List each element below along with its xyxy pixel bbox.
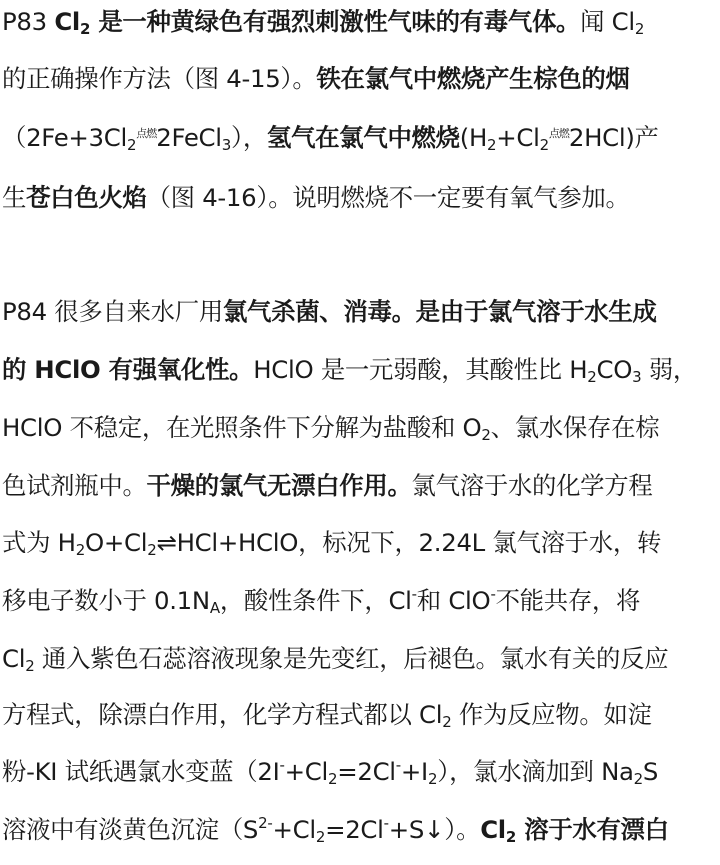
subscript: 2 (634, 20, 645, 38)
subscript: 2 (75, 541, 85, 559)
subscript: 2 (481, 426, 491, 444)
text-run: Cl (480, 815, 506, 844)
text-run: 、氯水保存在棕 (490, 413, 660, 442)
text-run: 粉-KI 试纸遇氯水变蓝（2I (2, 757, 280, 786)
text-run: 通入紫色石蕊溶液现象是先变红，后褪色。氯水有关的反应 (34, 644, 669, 673)
text-run: Cl (54, 7, 80, 36)
subscript: 3 (632, 368, 642, 386)
text-run: （2Fe+3Cl (2, 123, 127, 152)
p84-line (0, 693, 720, 737)
subscript: 2 (147, 541, 157, 559)
text-run: ，酸性条件下，Cl (219, 586, 412, 615)
text-run: +S↓）。 (388, 815, 481, 844)
p84-line (0, 637, 720, 681)
subscript: 2 (427, 770, 438, 788)
superscript: - (395, 756, 401, 774)
p84-line (0, 750, 720, 794)
text-run: 移电子数小于 0.1N (2, 586, 210, 615)
text-run: =2Cl (337, 757, 396, 786)
text-run: S (642, 757, 659, 786)
subscript: 2 (25, 657, 35, 675)
subscript: 2 (587, 368, 597, 386)
text-run: (H (459, 123, 487, 152)
reaction-condition: 点燃 (136, 127, 157, 140)
text-run: HClO 不稳定，在光照条件下分解为盐酸和 O (2, 413, 482, 442)
text-run: 作为反应物。如淀 (451, 700, 652, 729)
text-run: +I (400, 757, 428, 786)
p84-line (0, 348, 720, 392)
text-run: 溶液中有淡黄色沉淀（S (2, 815, 259, 844)
subscript: 2 (633, 770, 643, 788)
text-run: 2FeCl (156, 123, 222, 152)
text-run: ），氯水滴加到 Na (437, 757, 634, 786)
text-run: 铁在氯气中燃烧产生棕色的烟 (316, 64, 630, 93)
text-run: =2Cl (325, 815, 384, 844)
p84-line (0, 579, 720, 623)
text-run: 干燥的氯气无漂白作用。 (146, 471, 412, 500)
p84-line (0, 406, 720, 450)
text-run: HClO 是一元弱酸，其酸性比 H (253, 355, 588, 384)
text-run: ⇌HCl+HClO，标况下，2.24L 氯气溶于水，转 (156, 528, 662, 557)
text-run: 氯气杀菌、消毒。是由于氯气溶于水生成 (222, 297, 657, 326)
text-run: 氯气溶于水的化学方程 (411, 471, 653, 500)
subscript: 2 (487, 136, 497, 154)
text-run: 溶于水有漂白 (516, 815, 669, 844)
text-run: 是一种黄绿色有强烈刺激性气味的有毒气体。 (90, 7, 581, 36)
subscript: 2 (505, 828, 516, 846)
p84-line (0, 521, 720, 565)
subscript: 2 (126, 136, 137, 154)
text-run: P84 很多自来水厂用 (2, 297, 223, 326)
text-run: ）， (231, 123, 267, 152)
text-run: +Cl (284, 757, 328, 786)
superscript: - (411, 585, 417, 603)
text-run: 方程式，除漂白作用，化学方程式都以 Cl (2, 700, 443, 729)
text-run: 式为 H (2, 528, 76, 557)
text-run: 色试剂瓶中。 (2, 471, 147, 500)
p83-line (0, 176, 720, 220)
text-run: 2HCl)产 (568, 123, 659, 152)
p83-line (0, 0, 720, 44)
text-run: 氢气在氯气中燃烧 (267, 123, 460, 152)
text-run: 生 (2, 183, 27, 212)
p83-line (0, 116, 720, 160)
text-run: 弱， (641, 355, 698, 384)
subscript: 2 (327, 770, 338, 788)
subscript: 2 (315, 828, 326, 846)
superscript: 2- (258, 814, 273, 832)
subscript: A (209, 599, 220, 617)
text-run: 和 ClO (416, 586, 491, 615)
p84-line (0, 290, 720, 334)
subscript: 2 (79, 20, 91, 38)
p83-line (0, 57, 720, 101)
text-run: 的正确操作方法（图 4-15）。 (2, 64, 317, 93)
text-run: 苍白色火焰 (26, 183, 147, 212)
text-run: +Cl (272, 815, 316, 844)
text-run: 的 HClO 有强氧化性。 (2, 355, 254, 384)
superscript: - (490, 585, 496, 603)
text-run: P83 (2, 7, 55, 36)
superscript: - (279, 756, 285, 774)
subscript: 2 (442, 713, 452, 731)
text-run: O+Cl (84, 528, 148, 557)
text-run: 闻 Cl (580, 7, 635, 36)
subscript: 2 (539, 136, 549, 154)
subscript: 3 (221, 136, 232, 154)
text-run: +Cl (496, 123, 540, 152)
text-run: （图 4-16）。说明燃烧不一定要有氧气参加。 (146, 183, 630, 212)
p84-line (0, 464, 720, 508)
text-run: CO (596, 355, 633, 384)
superscript: - (383, 814, 389, 832)
text-run: Cl (2, 644, 26, 673)
p84-line (0, 808, 720, 852)
text-run: 不能共存，将 (495, 586, 641, 615)
reaction-condition: 点燃 (548, 127, 569, 140)
